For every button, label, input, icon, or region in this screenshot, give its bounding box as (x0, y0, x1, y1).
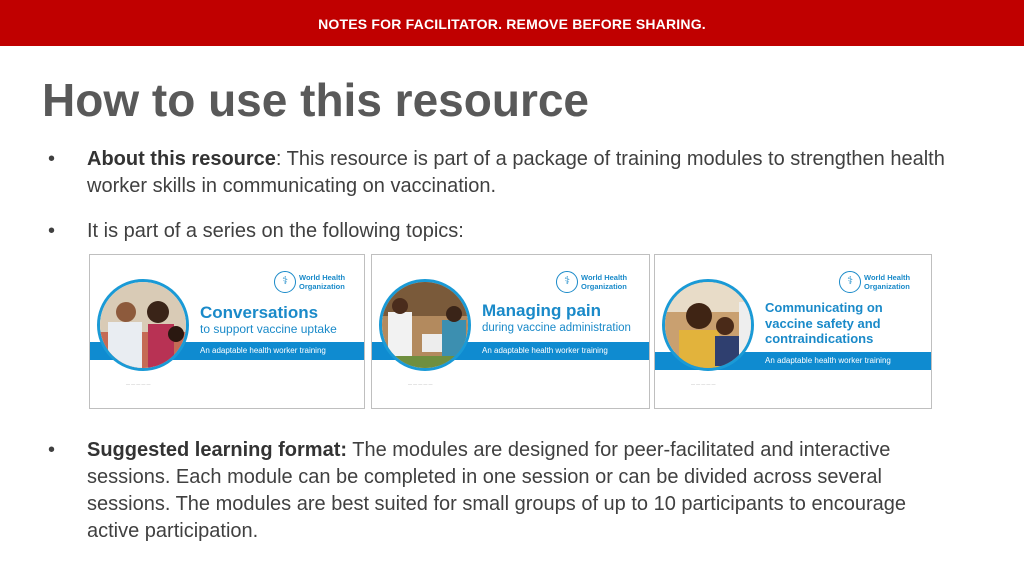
who-emblem-icon: ⚕ (839, 271, 861, 293)
who-emblem-icon: ⚕ (274, 271, 296, 293)
who-name-line1: World Health (864, 273, 911, 282)
who-name-line1: World Health (299, 273, 346, 282)
facilitator-notes-banner: NOTES FOR FACILITATOR. REMOVE BEFORE SHARING. (0, 0, 1024, 46)
module-photo (379, 279, 471, 371)
module-band: An adaptable health worker training (655, 352, 931, 370)
module-title (765, 300, 883, 347)
bullet-about-resource (87, 146, 967, 200)
who-name-line2: Organization (581, 282, 627, 291)
who-logo (839, 271, 910, 293)
module-photo (97, 279, 189, 371)
bullet-bold-label: About this resource (87, 148, 276, 170)
module-subtitle: to support vaccine uptake (200, 322, 337, 336)
page-title: How to use this resource (42, 74, 590, 126)
module-card-conversations (89, 254, 365, 409)
module-title: Conversations (200, 303, 319, 322)
module-band: An adaptable health worker training (90, 342, 364, 360)
who-logo (274, 271, 345, 293)
module-title-line: Communicating on (765, 300, 883, 315)
bullet-marker: • (48, 439, 56, 461)
bullet-text: The modules are designed for peer-facilitated and interactive sessions. Each module can be completed in one session or can be divided across several sessions. The modules are best suited for small groups of up to 10 participants to encourage active participation. (87, 439, 906, 542)
bullet-series (87, 218, 967, 245)
card-footer: — — — — — (691, 381, 716, 386)
module-band: An adaptable health worker training (372, 342, 649, 360)
module-title: Managing pain (482, 301, 601, 320)
module-photo (662, 279, 754, 371)
module-card-managing-pain (371, 254, 650, 409)
bullet-bold-label: Suggested learning format: (87, 439, 348, 461)
module-title-line: contraindications (765, 331, 874, 346)
who-name-line1: World Health (581, 273, 628, 282)
card-footer: — — — — — (126, 381, 151, 386)
bullet-marker: • (48, 148, 56, 170)
bullet-text: : This resource is part of a package of training modules to strengthen health worker skills in communicating on vaccination. (87, 148, 945, 197)
bullet-text: It is part of a series on the following topics: (87, 220, 464, 242)
card-footer: — — — — — (408, 381, 433, 386)
who-name-line2: Organization (864, 282, 910, 291)
bullet-learning-format (87, 437, 927, 545)
who-logo (556, 271, 627, 293)
module-title-line: vaccine safety and (765, 315, 881, 331)
who-emblem-icon: ⚕ (556, 271, 578, 293)
module-subtitle: during vaccine administration (482, 322, 631, 334)
who-name-line2: Organization (299, 282, 345, 291)
bullet-marker: • (48, 220, 56, 242)
module-card-vaccine-safety (654, 254, 932, 409)
